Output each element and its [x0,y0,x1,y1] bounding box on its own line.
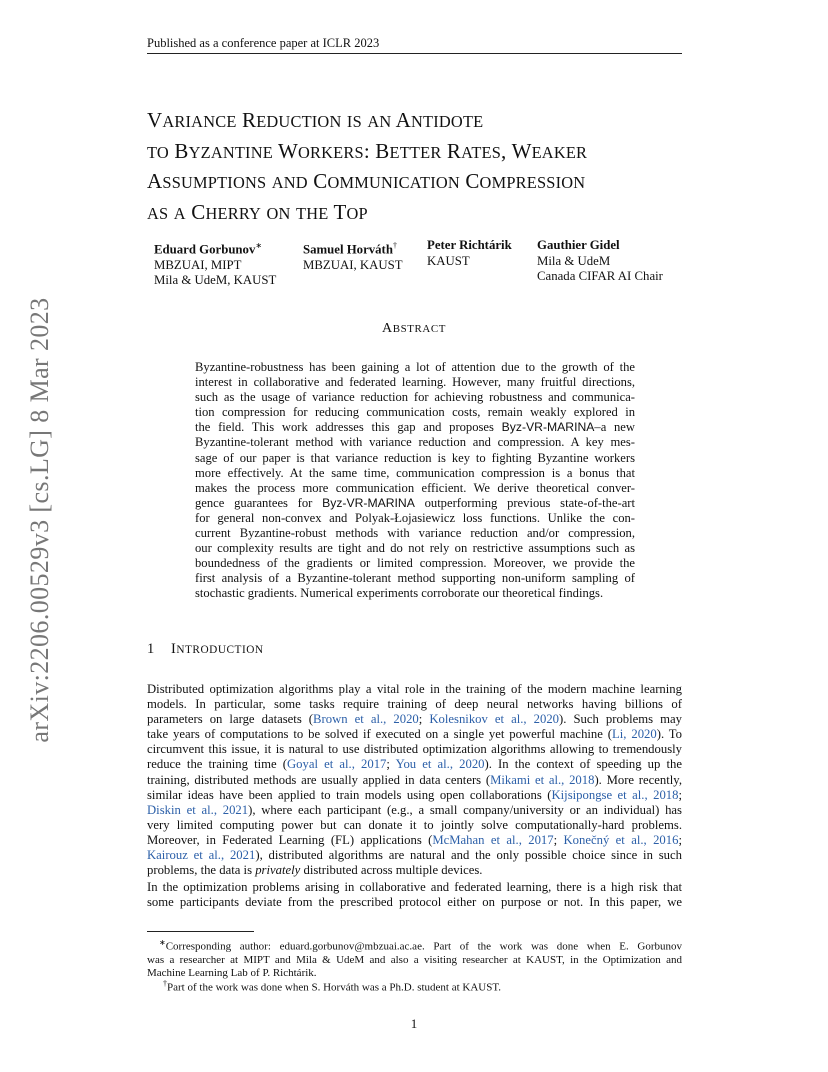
author-block [154,238,276,289]
paragraph-line: similar ideas have been applied to train models using open collaborations (Kijsipongse et al., 2018; [147,787,683,802]
paragraph-line: training, distributed methods are usually applied in data centers (Mikami et al., 2018). More recently, [147,772,682,787]
section-title: INTRODUCTION [171,641,264,657]
footnote-line: was a researcher at MIPT and Mila & UdeM and also a visiting researcher at KAUST, in the Optimization and [147,953,682,966]
paragraph-line: some participants deviate from the prescribed protocol either on purpose or not. In this paper, we [147,895,682,910]
abstract-line: tion compression for reducing communication costs, remain weakly explored in [195,405,635,420]
title-line: ASSUMPTIONS AND COMMUNICATION COMPRESSION [147,169,586,193]
abstract-line: first analysis of a Byzantine-tolerant method supporting non-uniform sampling of [195,571,635,586]
author-name: Samuel Horváth [303,242,393,257]
citation-link[interactable]: Mikami et al., 2018 [490,772,595,787]
footnote-mark: ∗ [159,938,166,947]
paragraph-line: very limited computing power but can donate it to jointly solve computationally-hard problems. [147,817,682,832]
intro-paragraph [147,682,682,878]
abstract-line: more effectively. At the same time, communication compression is a bonus that [195,465,635,480]
title-line: AS A CHERRY ON THE TOP [147,199,368,224]
abstract-line: makes the process more communication efficient. We derive theoretical conver- [195,480,635,495]
author-block [427,238,512,269]
author-affiliation: MBZUAI, KAUST [303,257,403,272]
abstract-line: Byzantine-tolerant method with variance reduction and compression. A key mes- [195,435,635,450]
author-affiliation: KAUST [427,253,470,268]
footnote-line: ∗Corresponding author: eduard.gorbunov@mbzuai.ac.ae. Part of the work was done when E. Gorbunov [159,938,682,953]
citation-link[interactable]: Kijsipongse et al., 2018 [551,787,679,802]
page-number: 1 [410,1016,418,1031]
paragraph-line: Moreover, in Federated Learning (FL) applications (McMahan et al., 2017; Konečný et al., 2016; [147,832,682,847]
abstract-line: current Byzantine-robust methods with variance reduction and/or compression, [195,526,635,541]
paragraph-line: Distributed optimization algorithms play a vital role in the training of the modern machine learning [147,682,682,696]
paragraph-line: problems, the data is privately distributed across multiple devices. [147,863,483,878]
title-line: VARIANCE REDUCTION IS AN ANTIDOTE [147,108,484,132]
header-rule [147,53,682,54]
abstract-line: the field. This work addresses this gap and proposes Byz-VR-MARINA–a new [195,420,635,435]
abstract-line: for general non-convex and Polyak-Łojasiewicz loss functions. Unlike the con- [195,510,635,525]
section-number: 1 [147,641,155,657]
citation-link[interactable]: McMahan et al., 2017 [432,832,554,847]
paragraph-line: take years of computations to be solved if executed on a single yet powerful machine (Li, 2020). To [147,727,683,742]
citation-link[interactable]: Goyal et al., 2017 [287,757,387,772]
footnote-line: †Part of the work was done when S. Horváth was a Ph.D. student at KAUST. [163,979,502,994]
running-header: Published as a conference paper at ICLR 2023 [147,36,380,50]
citation-link[interactable]: Brown et al., 2020 [313,712,419,727]
paper-title [147,106,707,228]
abstract-line: stochastic gradients. Numerical experiments corroborate our theoretical findings. [195,586,604,601]
method-name: Byz-VR-MARINA [501,420,595,435]
paragraph-line: Diskin et al., 2021), where each participant (e.g., a small company/university or an individual) has [147,802,682,817]
footnote [147,977,682,995]
abstract-line: gence guarantees for Byz-VR-MARINA outperforming previous state-of-the-art [195,495,635,510]
citation-link[interactable]: You et al., 2020 [395,757,485,772]
abstract-line: boundedness of the gradients or limited compression. Moreover, we provide the [195,556,635,571]
citation-link[interactable]: Kairouz et al., 2021 [147,848,256,863]
title-line: TO BYZANTINE WORKERS: BETTER RATES, WEAKER [147,138,588,163]
author-affiliation: Mila & UdeM, KAUST [154,273,277,288]
abstract-line: interest in collaborative and federated learning. However, many fruitful directions, [195,375,635,390]
paragraph-line: circumvent this issue, it is natural to use distributed optimization algorithms allowing to tremendously [147,742,682,757]
citation-link[interactable]: Kolesnikov et al., 2020 [429,712,560,727]
abstract-line: Byzantine-robustness has been gaining a lot of attention due to the growth of the [195,360,635,374]
citation-link[interactable]: Konečný et al., 2016 [563,832,679,847]
author-affiliation: Mila & UdeM [537,253,611,268]
footnote [147,936,682,980]
citation-link[interactable]: Diskin et al., 2021 [147,802,249,817]
abstract-line: our complexity results are tight and do not rely on restrictive assumptions such as [195,541,635,556]
footnote-rule [147,931,254,932]
paragraph-line: models. In particular, some tasks require training of deep neural networks having billions of [147,697,682,712]
author-mark: ∗ [255,241,263,250]
footnote-line: Machine Learning Lab of P. Richtárik. [147,967,317,980]
author-name: Peter Richtárik [427,238,512,252]
author-name: Gauthier Gidel [537,238,620,252]
paragraph-line: Kairouz et al., 2021), distributed algorithms are natural and the only possible choice since in such [147,848,682,863]
footnote-mark: † [163,979,167,988]
author-mark: † [392,241,397,250]
author-name: Eduard Gorbunov [154,242,256,257]
paragraph-line: In the optimization problems arising in collaborative and federated learning, there is a high risk that [147,880,682,894]
intro-paragraph [147,880,682,910]
method-name: Byz-VR-MARINA [322,495,415,510]
abstract-line: such as the usage of variance reduction for achieving robustness and communica- [195,390,635,405]
author-affiliation: MBZUAI, MIPT [154,257,242,272]
abstract-body [195,360,635,602]
author-block [303,238,403,273]
author-block [537,238,663,285]
arxiv-sidebar [20,290,60,750]
author-affiliation: Canada CIFAR AI Chair [537,269,663,283]
abstract-heading: ABSTRACT [381,321,447,336]
citation-link[interactable]: Li, 2020 [612,727,657,742]
section-heading [147,641,264,658]
arxiv-identifier: arXiv:2206.00529v3 [cs.LG] 8 Mar 2023 [25,297,54,743]
paragraph-line: parameters on large datasets (Brown et al., 2020; Kolesnikov et al., 2020). Such problems may [147,712,682,727]
paragraph-line: reduce the training time (Goyal et al., 2017; You et al., 2020). In the context of speeding up the [147,757,682,772]
abstract-line: sage of our paper is that variance reduction is key to fighting Byzantine workers [195,450,635,465]
